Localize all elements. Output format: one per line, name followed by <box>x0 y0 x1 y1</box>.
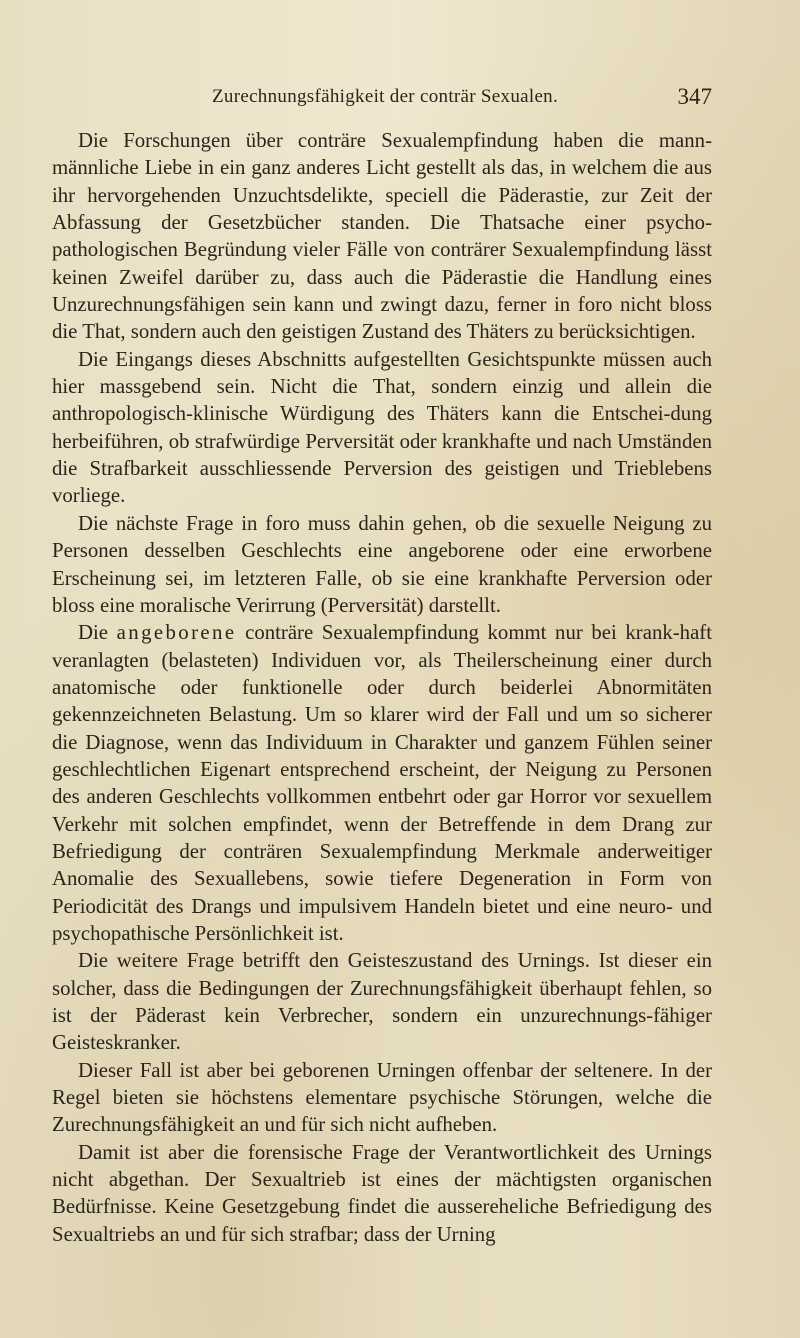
paragraph-4-lead: Die <box>78 621 109 645</box>
paragraph-7: Damit ist aber die forensische Frage der Verantwortlichkeit des Urnings nicht abgethan. Der Sexualtrieb ist eines der mächtigsten organischen Bedürfnisse. Keine Gesetzgebung findet die ausserehеliche Befriedigung des Sexualtriebs an und für sich strafbar; dass der Urning <box>52 1140 712 1246</box>
paragraph-4-text: conträre Sexualempfindung kommt nur bei krank-haft veranlagten (belasteten) Individuen vor, als Theilerscheinung einer durch anatomische oder funktionelle oder durch beiderlei Abnormitäten gekennzeichneten Belastung. Um so klarer wird der Fall und um so sicherer die Diagnose, wenn das Individuum in Charakter und ganzem Fühlen seiner geschlechtlichen Eigenart entsprechend erscheint, der Neigung zu Personen des anderen Geschlechts vollkommen entbehrt oder gar Horror vor sexuellem Verkehr mit solchen empfindet, wenn der Betreffende in dem Drang zur Befriedigung der conträren Sexualempfindung Merkmale anderweitiger Anomalie des Sexuallebens, sowie tiefere Degeneration in Form von Periodicität des Drangs und impulsivem Handeln bietet und eine neuro- und psychopathische Persönlichkeit ist. <box>52 621 712 945</box>
running-title: Zurechnungsfähigkeit der conträr Sexualen. <box>212 86 559 107</box>
paragraph-6: Dieser Fall ist aber bei geborenen Urningen offenbar der seltenere. In der Regel bieten sie höchstens elementare psychische Störungen, welche die Zurechnungsfähigkeit an und für sich nicht aufheben. <box>52 1058 712 1137</box>
paragraph-4 <box>52 619 712 947</box>
paragraph-3: Die nächste Frage in foro muss dahin gehen, ob die sexuelle Neigung zu Personen desselben Geschlechts eine angeborene oder eine erworbene Erscheinung sei, im letzteren Falle, ob sie eine krankhafte Perversion oder bloss eine moralische Verirrung (Perversität) darstellt. <box>52 511 712 617</box>
paragraph-5: Die weitere Frage betrifft den Geisteszustand des Urnings. Ist dieser ein solcher, dass die Bedingungen der Zurechnungsfähigkeit überhaupt fehlen, so ist der Päderast kein Verbrecher, sondern ein unzurechnungs-fähiger Geisteskranker. <box>52 949 712 1055</box>
body-text <box>52 127 712 1248</box>
page-number: 347 <box>677 84 712 109</box>
paragraph-1: Die Forschungen über conträre Sexualempfindung haben die mann-männliche Liebe in ein ganz anderes Licht gestellt als das, in welchem die aus ihr hervorgehenden Unzuchtsdelikte, speciell die Päderastie, zur Zeit der Abfassung der Gesetzbücher standen. Die Thatsache einer psycho-pathologischen Begründung vieler Fälle von conträrer Sexualempfindung lässt keinen Zweifel darüber zu, dass auch die Päderastie die Handlung eines Unzurechnungsfähigen sein kann und zwingt dazu, ferner in foro nicht bloss die That, sondern auch den geistigen Zustand des Thäters zu berücksichtigen. <box>52 129 712 344</box>
emphasized-word: angeborene <box>116 621 237 645</box>
page-header <box>52 84 712 114</box>
paragraph-2: Die Eingangs dieses Abschnitts aufgestellten Gesichtspunkte müssen auch hier massgebend sein. Nicht die That, sondern einzig und allein die anthropologisch-klinische Würdigung des Thäters kann die Entschei-dung herbeiführen, ob strafwürdige Perversität oder krankhafte und nach Umständen die Strafbarkeit ausschliessende Perversion des geistigen und Trieblebens vorliege. <box>52 347 712 508</box>
